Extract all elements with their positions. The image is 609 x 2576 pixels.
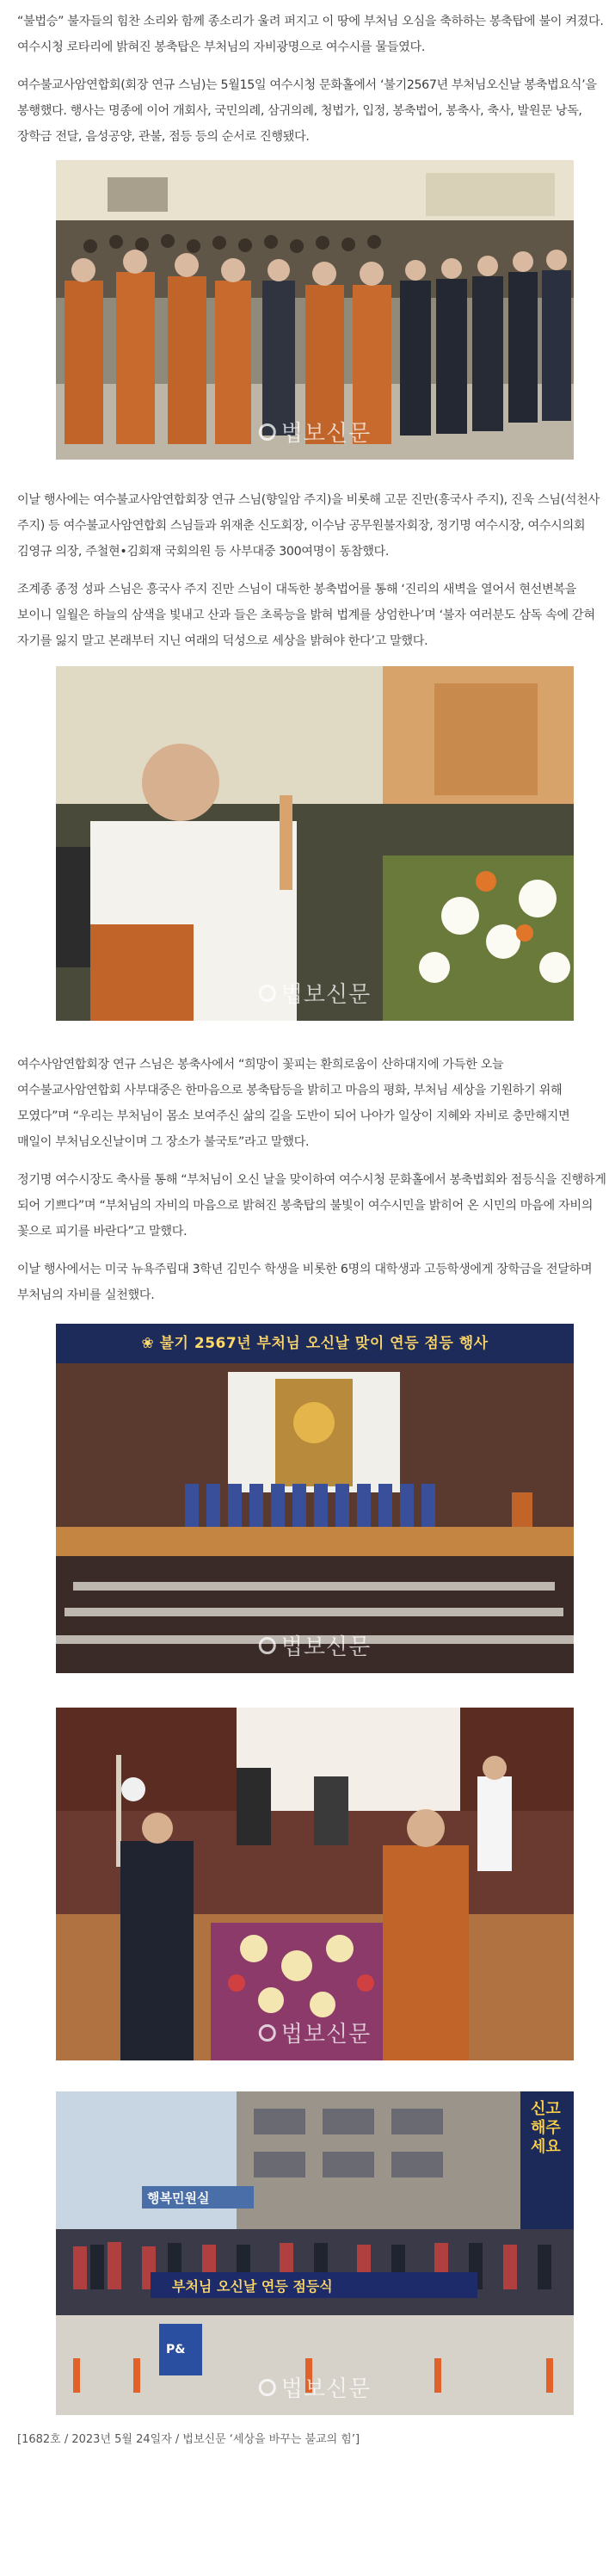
photo-ceremony-monks-image bbox=[56, 160, 574, 460]
article-paragraph-6: 정기명 여수시장도 축사를 통해 “부처님이 오신 날을 맞이하여 여수시청 문화홀에서 봉축법회와 점등식을 진행하게 되어 기쁘다”며 “부처님의 자비의 마음으로 밝혀진 봉축탑의 불빛이 여수시민을 밝히어 온 시민의 마음에 자비의 꽃으로 피기를 바란다”고 말했다. bbox=[17, 1173, 606, 1239]
vertical-sign: 신고해주세요 bbox=[531, 2100, 561, 2156]
photo-watermark bbox=[259, 2371, 371, 2403]
watermark-text: 법보신문 bbox=[280, 2022, 372, 2048]
article-paragraph-4: 조계종 종정 성파 스님은 흥국사 주지 진만 스님이 대독한 봉축법어를 통해 ‘진리의 새벽을 열어서 현선변복을 보이니 일월은 하늘의 삼색을 빛내고 산과 들은 초록능을 밝혀 법계를 상엄한나’며 ‘불자 여러분도 삼독 속에 갇혀 자기를 잃지 말고 본래부터 지닌 여래의 덕성으로 세상을 밝혀야 한다’고 말했다. bbox=[17, 583, 595, 648]
photo-stage-banner: ❀ 불기 2567년 부처님 오신날 맞이 연등 점등 행사 bbox=[141, 1335, 489, 1352]
photo-monk-speech bbox=[56, 666, 574, 1021]
article-paragraph-1: “불법승” 불자들의 힘찬 소리와 함께 종소리가 울려 퍼지고 이 땅에 부처님 오심을 축하하는 봉축탑에 불이 켜졌다. 여수시청 로타리에 밝혀진 봉축탑은 부처님의 자비광명으로 여수시를 물들였다. bbox=[17, 15, 604, 54]
photo-lantern-stage-image bbox=[56, 1324, 574, 1673]
article-paragraph-7: 이날 행사에서는 미국 뉴욕주립대 3학년 김민수 학생을 비롯한 6명의 대학생과 고등학생에게 장학금을 전달하며 부처님의 자비를 실천했다. bbox=[17, 1263, 593, 1302]
watermark-text: 법보신문 bbox=[280, 2376, 372, 2402]
parking-sign: P& bbox=[166, 2343, 186, 2357]
photo-ceremony-monks bbox=[56, 160, 574, 460]
stage-banner: 부처님 오신날 연등 점등식 bbox=[172, 2278, 333, 2295]
watermark-logo-icon bbox=[259, 2379, 276, 2396]
article-paragraph-5: 여수사암연합회장 연규 스님은 봉축사에서 “희망이 꽃피는 환희로움이 산하대지에 가득한 오늘 여수불교사암연합회 사부대중은 한마음으로 봉축탑등을 밝히고 마음의 평화, 부처님 세상을 기원하기 위해 모였다”며 “우리는 부처님이 몸소 보여주신 삶의 길을 도반이 되어 나아가 일상이 지혜와 자비로 충만해지면 매일이 부처님오신날이며 그 장소가 불국토”라고 말했다. bbox=[17, 1058, 570, 1149]
photo-watermark bbox=[259, 1629, 371, 1661]
watermark-logo-icon bbox=[259, 2024, 276, 2042]
watermark-text: 법보신문 bbox=[280, 421, 372, 447]
photo-outdoor-ceremony-image bbox=[56, 2091, 574, 2415]
article-paragraph-2: 여수불교사암연합회(회장 연규 스님)는 5월15일 여수시청 문화홀에서 ‘불기2567년 부처님오신날 봉축법요식’을 봉행했다. 행사는 명종에 이어 개회사, 국민의례, 삼귀의례, 청법가, 입정, 봉축법어, 봉축사, 축사, 발원문 낭독, 장학금 전달, 음성공양, 관불, 점등 등의 순서로 진행됐다. bbox=[17, 78, 597, 144]
photo-lighting-ceremony-image bbox=[56, 1708, 574, 2060]
photo-watermark bbox=[259, 2017, 371, 2048]
photo-watermark bbox=[259, 977, 371, 1009]
watermark-logo-icon bbox=[259, 985, 276, 1002]
watermark-logo-icon bbox=[259, 423, 276, 441]
photo-watermark bbox=[259, 416, 371, 448]
photo-lighting-ceremony bbox=[56, 1708, 574, 2060]
watermark-logo-icon bbox=[259, 1637, 276, 1654]
building-sign: 행복민원실 bbox=[147, 2190, 210, 2206]
photo-outdoor-ceremony bbox=[56, 2091, 574, 2415]
photo-lantern-stage bbox=[56, 1324, 574, 1673]
watermark-text: 법보신문 bbox=[280, 982, 372, 1008]
article-footer-note: [1682호 / 2023년 5월 24일자 / 법보신문 ‘세상을 바꾸는 불교의 힘’] bbox=[17, 2433, 360, 2446]
article-paragraph-3: 이날 행사에는 여수불교사암연합회장 연규 스님(향일암 주지)을 비롯해 고문 진만(흥국사 주지), 진욱 스님(석천사 주지) 등 여수불교사암연합회 스님들과 위재춘 신도회장, 이수남 공무원불자회장, 정기명 여수시장, 여수시의회 김영규 의장, 주철현•김회재 국회의원 등 사부대중 300여명이 동참했다. bbox=[17, 493, 600, 559]
watermark-text: 법보신문 bbox=[280, 1634, 372, 1660]
photo-monk-speech-image bbox=[56, 666, 574, 1021]
